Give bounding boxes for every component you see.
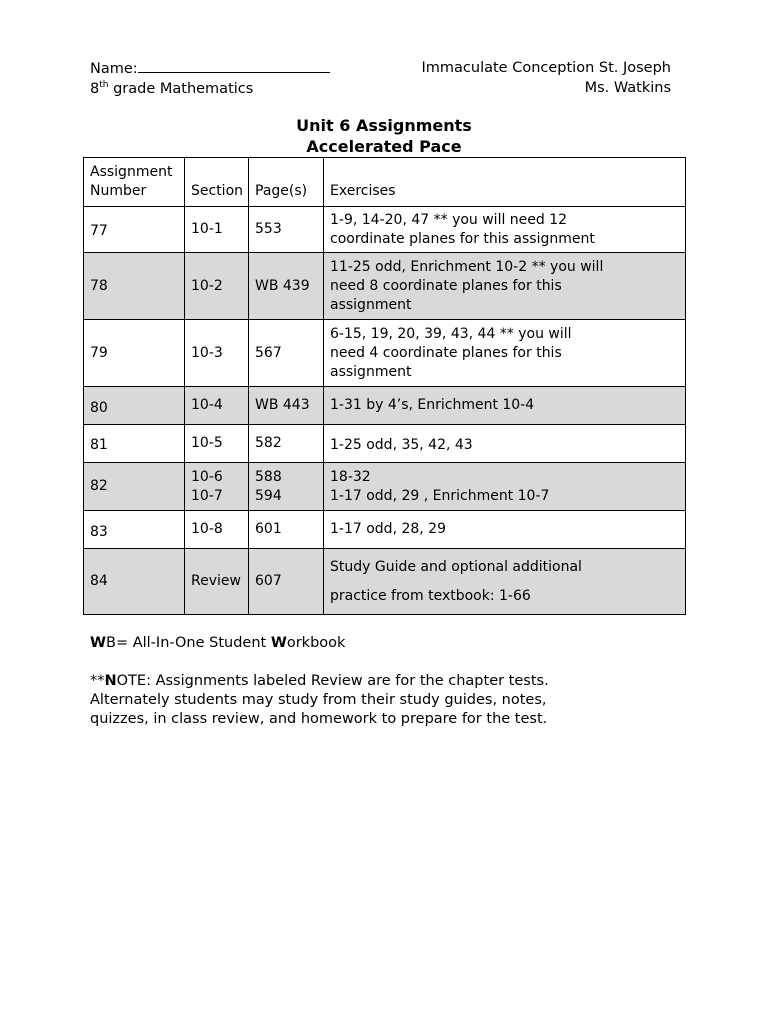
section-cell: 10-2 (185, 253, 249, 320)
section-cell: 10-5 (185, 425, 249, 463)
assignment-number: 79 (84, 320, 185, 387)
grade-subject: grade Mathematics (113, 81, 254, 97)
table-row (84, 207, 686, 253)
section-cell: 10-8 (185, 511, 249, 549)
table-row (84, 549, 686, 615)
header-exercises: Exercises (324, 158, 686, 207)
header-assignment-number: Assignment Number (84, 158, 185, 207)
section-cell: 10-1 (185, 207, 249, 253)
assignment-number: 78 (84, 253, 185, 320)
assignment-number: 84 (84, 549, 185, 615)
section-cell: 10-6 10-7 (185, 463, 249, 511)
pages-cell: WB 439 (249, 253, 324, 320)
title-line1: Unit 6 Assignments (296, 116, 472, 135)
teacher-name: Ms. Watkins (584, 80, 671, 96)
exercises-cell: 1-17 odd, 28, 29 (324, 511, 686, 549)
assignments-table (83, 157, 686, 615)
name-field (90, 58, 330, 79)
notes-section (90, 634, 690, 748)
table-row (84, 253, 686, 320)
header-left (90, 58, 330, 99)
header-pages: Page(s) (249, 158, 324, 207)
exercises-cell: Study Guide and optional additional practice from textbook: 1-66 (324, 549, 686, 615)
header-right (422, 58, 672, 98)
section-cell: 10-4 (185, 387, 249, 425)
table-row (84, 463, 686, 511)
assignment-number: 82 (84, 463, 185, 511)
section-cell: Review (185, 549, 249, 615)
school-name: Immaculate Conception St. Joseph (421, 60, 671, 76)
exercises-cell: 11-25 odd, Enrichment 10-2 ** you will need 8 coordinate planes for this assignment (324, 253, 686, 320)
assignment-number: 77 (84, 207, 185, 253)
exercises-cell: 18-32 1-17 odd, 29 , Enrichment 10-7 (324, 463, 686, 511)
pages-cell: 567 (249, 320, 324, 387)
grade-number: 8 (90, 81, 100, 97)
workbook-legend: WB= All-In-One Student Workbook (90, 635, 346, 651)
name-blank-line (138, 58, 330, 73)
pages-cell: 601 (249, 511, 324, 549)
table-row (84, 387, 686, 425)
pages-cell: WB 443 (249, 387, 324, 425)
pages-cell: 582 (249, 425, 324, 463)
name-label: Name: (90, 61, 138, 77)
grade-suffix: th (99, 80, 109, 91)
exercises-cell: 6-15, 19, 20, 39, 43, 44 ** you will need 4 coordinate planes for this assignment (324, 320, 686, 387)
assignment-number: 80 (84, 387, 185, 425)
page-title (0, 115, 768, 157)
table-row (84, 320, 686, 387)
assignment-number: 83 (84, 511, 185, 549)
exercises-cell: 1-9, 14-20, 47 ** you will need 12 coordinate planes for this assignment (324, 207, 686, 253)
section-cell: 10-3 (185, 320, 249, 387)
table-header-row (84, 158, 686, 207)
header-section: Section (185, 158, 249, 207)
pages-cell: 553 (249, 207, 324, 253)
grade-label (90, 79, 330, 99)
assignment-number: 81 (84, 425, 185, 463)
table-row (84, 425, 686, 463)
title-line2: Accelerated Pace (306, 137, 462, 156)
review-note: **NOTE: Assignments labeled Review are for the chapter tests. Alternately students may study from their study guides, notes, quizzes, in class review, and homework to prepare for the test. (90, 673, 549, 727)
pages-cell: 588 594 (249, 463, 324, 511)
pages-cell: 607 (249, 549, 324, 615)
exercises-cell: 1-25 odd, 35, 42, 43 (324, 425, 686, 463)
exercises-cell: 1-31 by 4’s, Enrichment 10-4 (324, 387, 686, 425)
table-row (84, 511, 686, 549)
